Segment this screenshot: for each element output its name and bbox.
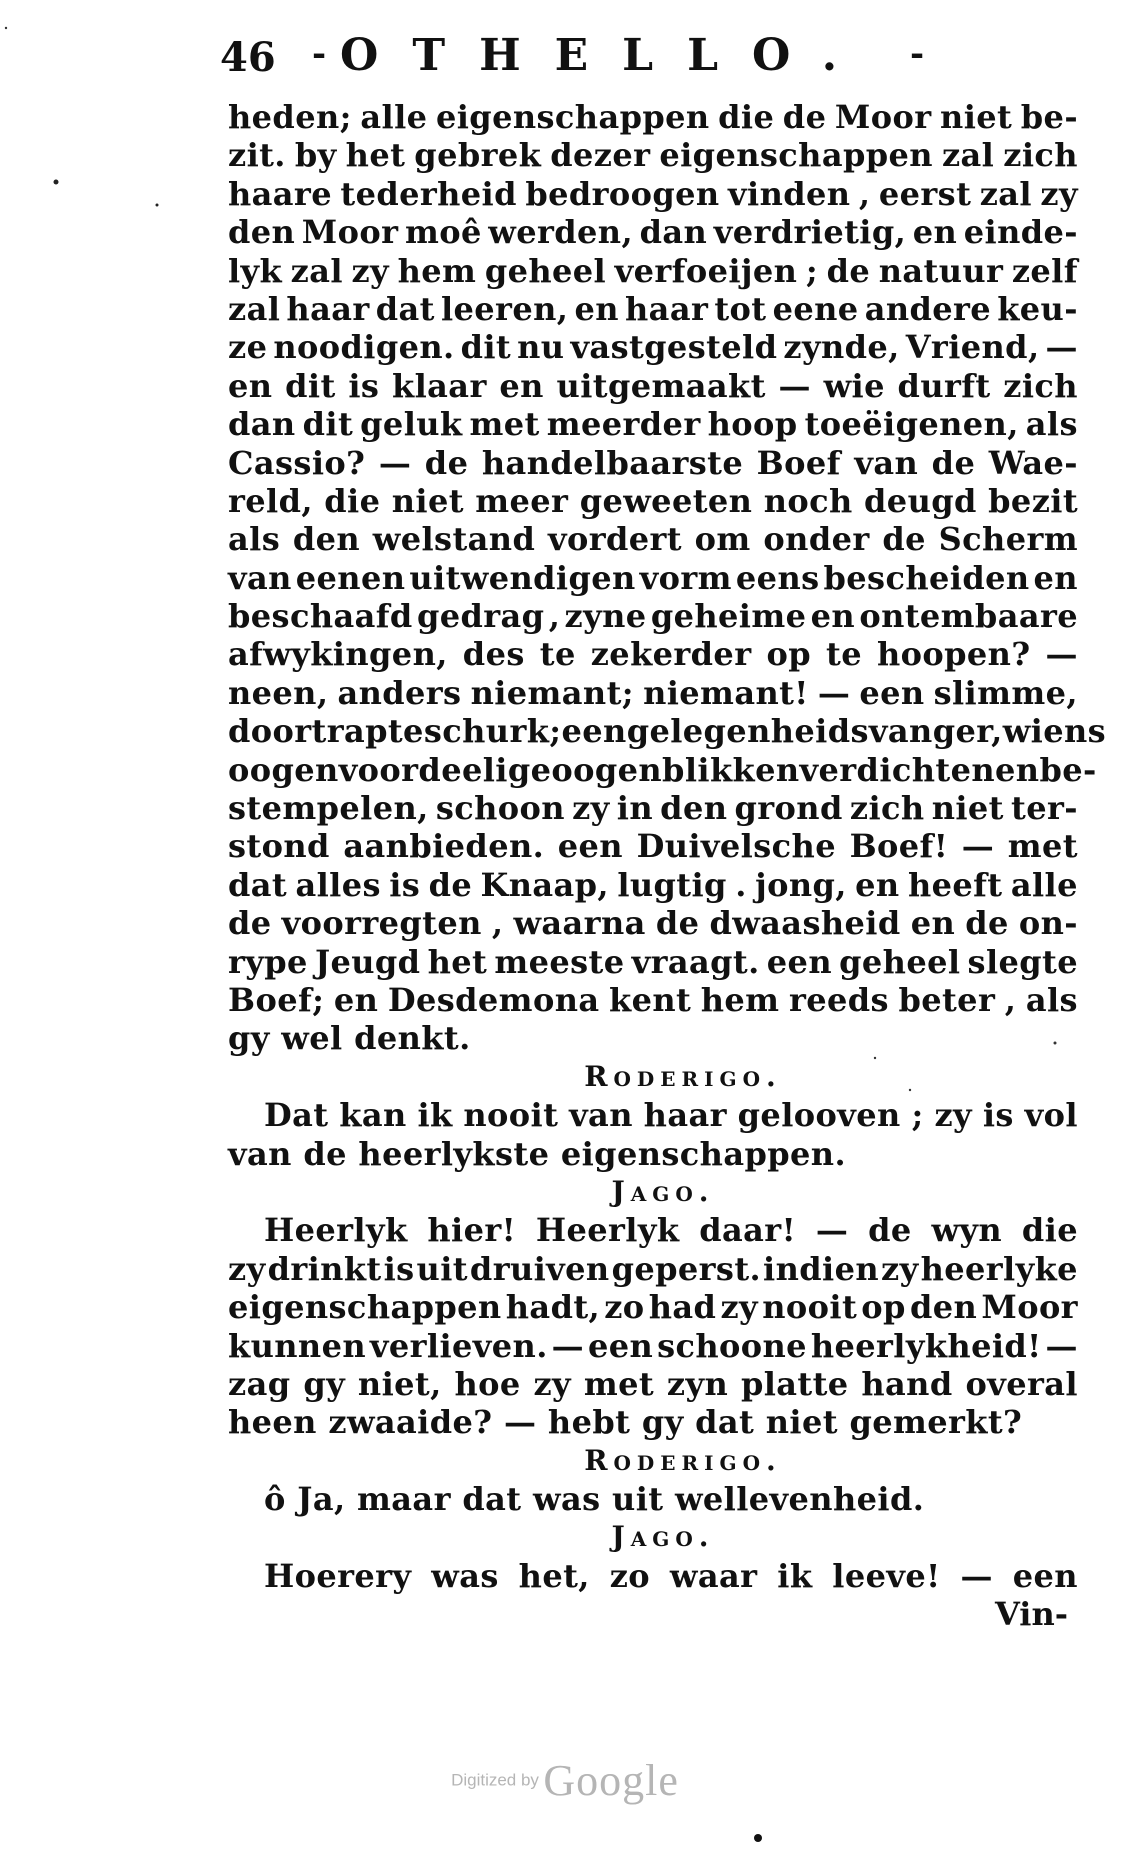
text-line: reld, die niet meer geweeten noch deugd bezit xyxy=(228,481,1078,520)
header-dash-left: - xyxy=(312,34,327,74)
text-line: Hoerery was het, zo waar ik leeve! — een xyxy=(264,1556,1078,1595)
google-logo: Google xyxy=(543,1756,679,1805)
speaker-heading: Jago. xyxy=(611,1174,715,1208)
text-line: kunnen verlieven. — een schoone heerlykheid! — xyxy=(228,1326,1078,1365)
text-line: doortrapte schurk; een gelegenheids vanger, wiens xyxy=(228,712,1107,751)
digitized-watermark xyxy=(0,1755,1130,1806)
text-line: en dit is klaar en uitgemaakt — wie durft zich xyxy=(228,366,1078,405)
text-line: eigenschappen hadt, zo had zy nooit op den Moor xyxy=(228,1288,1078,1327)
header-dash-right: - xyxy=(910,34,925,74)
paragraph-jago-final xyxy=(228,1557,1078,1595)
paragraph-jago-speech xyxy=(228,98,1107,1019)
paragraph-roderigo-speech xyxy=(228,1096,1078,1134)
text-line: de voorregten , waarna de dwaasheid en de on- xyxy=(228,904,1078,943)
text-line: zag gy niet, hoe zy met zyn platte hand overal xyxy=(228,1364,1078,1403)
page-number: 46 xyxy=(220,34,276,81)
text-line: zit. by het gebrek dezer eigenschappen zal zich xyxy=(228,136,1078,175)
text-line: stempelen, schoon zy in den grond zich niet ter- xyxy=(228,789,1078,828)
body-text xyxy=(228,98,1107,1634)
text-line: Heerlyk hier! Heerlyk daar! — de wyn die xyxy=(264,1211,1078,1250)
text-line: dat alles is de Knaap, lugtig . jong, en heeft alle xyxy=(228,865,1078,904)
text-line: heden; alle eigenschappen die de Moor niet be- xyxy=(228,98,1078,136)
text-line: dan dit geluk met meerder hoop toeëigenen, als xyxy=(228,405,1078,444)
text-line: gy wel denkt. xyxy=(228,1019,471,1058)
page-header xyxy=(220,30,940,90)
text-line: van eenen uitwendigen vorm eens bescheiden en xyxy=(228,558,1078,597)
speaker-heading: Jago. xyxy=(611,1520,715,1554)
text-line: afwykingen, des te zekerder op te hoopen? — xyxy=(228,635,1078,674)
text-line: haare tederheid bedroogen vinden , eerst zal zy xyxy=(228,174,1078,213)
speaker-heading: Roderigo. xyxy=(584,1059,782,1093)
text-line: beschaafd gedrag , zyne geheime en ontembaare xyxy=(228,597,1078,636)
speaker-heading: Roderigo. xyxy=(584,1443,782,1477)
text-line: den Moor moê werden, dan verdrietig, en einde- xyxy=(228,213,1078,252)
text-line: oogen voordeelige oogenblikken verdichten en be- xyxy=(228,750,1097,789)
text-line: als den welstand vordert om onder de Scherm xyxy=(228,520,1078,559)
paragraph-jago-reply xyxy=(228,1211,1078,1403)
catchword: Vin- xyxy=(995,1595,1068,1634)
text-line: heen zwaaide? — hebt gy dat niet gemerkt? xyxy=(228,1403,1023,1442)
text-line: rype Jeugd het meeste vraagt. een geheel slegte xyxy=(228,942,1078,981)
text-line: ô Ja, maar dat was uit wellevenheid. xyxy=(264,1480,925,1519)
text-line: zal haar dat leeren, en haar tot eene andere keu- xyxy=(228,289,1078,328)
text-line: zy drinkt is uit druiven geperst. indien zy heerlyke xyxy=(228,1249,1078,1288)
watermark-prefix: Digitized by xyxy=(451,1770,539,1790)
text-line: Cassio? — de handelbaarste Boef van de Wae- xyxy=(228,443,1078,482)
running-title: OTHELLO. xyxy=(340,30,872,81)
text-line: Boef; en Desdemona kent hem reeds beter , als xyxy=(228,980,1078,1019)
text-line: lyk zal zy hem geheel verfoeijen ; de natuur zelf xyxy=(228,251,1078,290)
text-line: stond aanbieden. een Duivelsche Boef! — met xyxy=(228,827,1078,866)
text-line: van de heerlykste eigenschappen. xyxy=(228,1134,847,1173)
text-line: ze noodigen. dit nu vastgesteld zynde, Vriend, — xyxy=(228,328,1078,367)
text-line: Dat kan ik nooit van haar gelooven ; zy is vol xyxy=(264,1096,1078,1135)
text-line: neen, anders niemant; niemant! — een slimme, xyxy=(228,673,1078,712)
